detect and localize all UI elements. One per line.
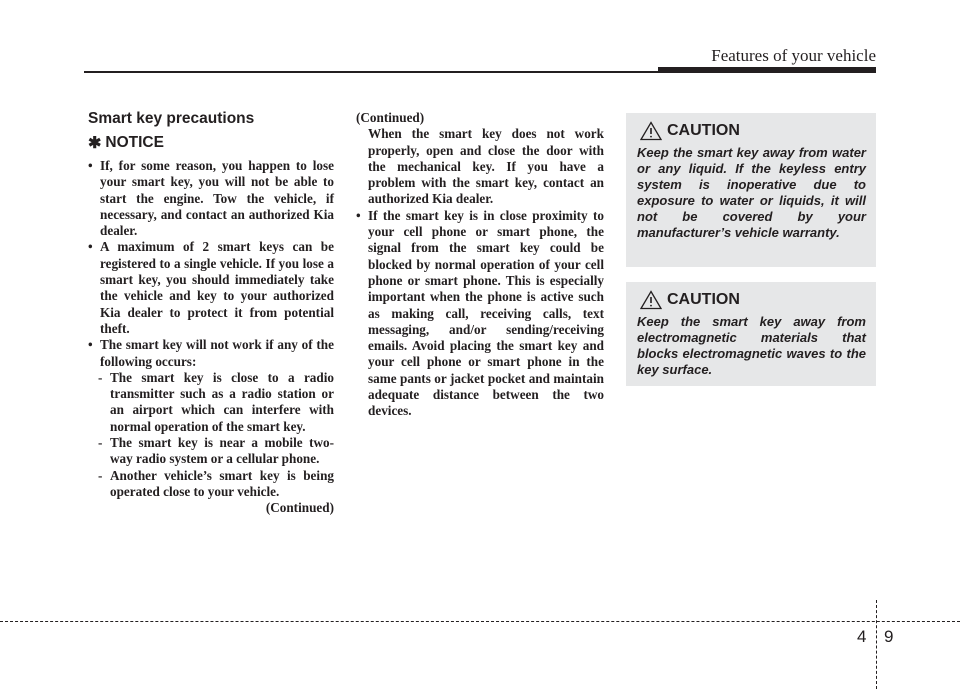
notice-asterisk-icon: ✱ bbox=[88, 135, 102, 152]
chapter-number: 4 bbox=[857, 627, 867, 646]
list-item-text: If the smart key is in close proximity to your cell phone or smart phone, the signal from the smart key could be blocked by normal operation of your cell phone or smart phone. This is especially important when the phone is active such as making call, receiving calls, text messaging, and/or sending/receiving emails. Avoid placing the smart key and your cell phone or smart phone in the same pants or jacket pocket and maintain adequate distance between the two devices. bbox=[368, 207, 604, 419]
list-item bbox=[88, 337, 334, 370]
bullet-icon: • bbox=[88, 337, 93, 353]
caution-title: CAUTION bbox=[667, 122, 740, 139]
sub-list-item-text: The smart key is close to a radio transmitter such as a radio station or an airport which can interfere with normal operation of the smart key. bbox=[110, 369, 334, 434]
notice-heading bbox=[88, 133, 334, 153]
notice-label: NOTICE bbox=[105, 134, 164, 151]
bullet-icon: • bbox=[88, 239, 93, 255]
sub-list-item-text: The smart key is near a mobile two-way radio system or a cellular phone. bbox=[110, 435, 334, 467]
caution-title: CAUTION bbox=[667, 291, 740, 308]
dash-icon: - bbox=[98, 467, 103, 483]
paragraph: When the smart key does not work properly, open and close the door with the mechanical key. If you have a problem with the smart key, contact an authorized Kia dealer. bbox=[368, 126, 604, 207]
bullet-icon: • bbox=[88, 158, 93, 173]
list-item-text: The smart key will not work if any of the following occurs: bbox=[100, 337, 334, 369]
caution-box bbox=[626, 282, 876, 386]
list-item bbox=[88, 158, 334, 239]
dash-icon: - bbox=[98, 435, 103, 451]
footer-divider bbox=[876, 600, 877, 689]
left-column bbox=[88, 110, 334, 517]
caution-text: Keep the smart key away from electromagnetic materials that blocks electromagnetic waves to the key surface. bbox=[637, 314, 866, 377]
list-item bbox=[88, 239, 334, 337]
list-item bbox=[356, 208, 604, 420]
caution-header bbox=[636, 290, 866, 310]
sub-list-item bbox=[88, 435, 334, 468]
list-item-text: If, for some reason, you happen to lose your smart key, you will not be able to start the engine. Tow the vehicle, if necessary, and contact an authorized Kia dealer. bbox=[100, 158, 334, 239]
caution-header bbox=[636, 121, 866, 141]
middle-column bbox=[356, 110, 604, 420]
continued-label: (Continued) bbox=[356, 110, 425, 125]
caution-text: Keep the smart key away from water or any liquid. If the keyless entry system is inoperative due to exposure to water or liquids, it will not be covered by your manufacturer’s vehicle warranty. bbox=[637, 145, 866, 240]
sub-list-item bbox=[88, 370, 334, 435]
sub-list-item-text: Another vehicle’s smart key is being operated close to your vehicle. bbox=[110, 467, 334, 499]
continued-label: (Continued) bbox=[265, 500, 334, 516]
caution-box bbox=[626, 113, 876, 267]
footer-rule bbox=[0, 621, 960, 622]
sub-list-item bbox=[88, 468, 334, 501]
notice-body bbox=[88, 158, 334, 517]
header-rule-accent bbox=[658, 67, 876, 73]
list-item-text: A maximum of 2 smart keys can be registered to a single vehicle. If you lose a smart key, you should immediately take the vehicle and key to your authorized Kia dealer to protect it from potential theft. bbox=[100, 239, 334, 336]
dash-icon: - bbox=[98, 369, 103, 385]
bullet-icon: • bbox=[356, 207, 361, 223]
warning-triangle-icon bbox=[640, 290, 662, 310]
warning-triangle-icon bbox=[640, 121, 662, 141]
section-heading: Smart key precautions bbox=[88, 110, 255, 127]
running-header: Features of your vehicle bbox=[711, 46, 876, 65]
page-number: 9 bbox=[884, 627, 894, 646]
